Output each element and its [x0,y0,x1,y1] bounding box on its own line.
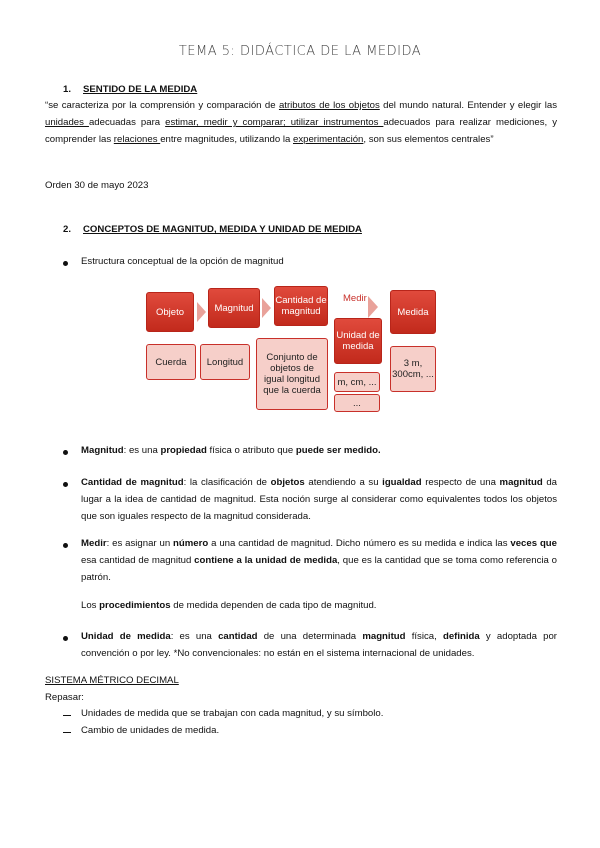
smd-item-2: Cambio de unidades de medida. [81,725,220,736]
box-cantidad-de-magnitud: Cantidad de magnitud [274,286,328,326]
arrow-icon [368,296,378,318]
bold-text: objetos [270,477,305,488]
text: : es una [123,445,161,456]
section-1-title: SENTIDO DE LA MEDIDA [83,84,198,95]
bold-text: propiedad [160,445,207,456]
quote-underline-unidades: unidades [45,117,89,128]
text: de una determinada [257,631,363,642]
arrow-icon [262,298,271,318]
magnitud-diagram [140,284,440,414]
quote-text: del mundo natural. Entender y elegir las [379,100,557,111]
procedimientos-text [81,597,557,614]
bold-text: magnitud [362,631,406,642]
text: física, [405,631,443,642]
bold-text: veces que [510,538,558,549]
smd-item-1: Unidades de medida que se trabajan con cada magnitud, y su símbolo. [81,708,384,719]
box-unidad-de-medida: Unidad de medida [334,318,382,364]
box-longitud: Longitud [200,344,250,380]
bullet-magnitud [81,442,557,459]
box-m-cm: m, cm, ... [334,372,380,392]
section-1-number: 1. [63,84,72,95]
medir-label: Medir [343,293,367,304]
section-2-number: 2. [63,224,72,235]
bullet-medir [81,535,557,586]
term-medir: Medir [81,538,107,549]
bullet-cantidad-de-magnitud [81,474,557,525]
bold-text: igualdad [382,477,422,488]
quote-text: “se caracteriza por la comprensión y comparación de [45,100,279,111]
bullet-dot [63,543,68,548]
quote-text: adecuados para realizar mediciones, y comprender las [45,117,557,145]
bold-text: cantidad [218,631,258,642]
dash-bullet [63,715,71,716]
box-conjunto-de-objetos: Conjunto de objetos de igual longitud que la cuerda [256,338,328,410]
text: a una cantidad de magnitud. Dicho número es su medida e indica las [208,538,511,549]
bold-text: número [173,538,209,549]
box-cuerda: Cuerda [146,344,196,380]
box-dots: ... [334,394,380,412]
text: da lugar a la idea de cantidad de magnitud. Esta noción surge al considerar como equivalentes todos los objetos que son iguales respecto de la magnitud considerada. [81,477,558,522]
text: respecto de una [421,477,500,488]
arrow-icon [197,302,206,322]
quote-text: , son sus elementos centrales” [363,134,494,145]
section-1-quote [45,97,557,148]
quote-underline-atributos: atributos de los objetos [278,100,380,111]
section-2-title: CONCEPTOS DE MAGNITUD, MEDIDA Y UNIDAD DE MEDIDA [83,224,362,235]
term-magnitud: Magnitud [81,445,124,456]
text: : es asignar un [106,538,174,549]
repasar-label: Repasar: [45,692,84,703]
text: Los [81,600,100,611]
bullet-dot [63,482,68,487]
box-medida: Medida [390,290,436,334]
orden-date: Orden 30 de mayo 2023 [45,180,149,191]
text: física o atributo que [206,445,296,456]
dash-bullet [63,732,71,733]
box-magnitud: Magnitud [208,288,260,328]
bold-text: contiene a la unidad de medida [194,555,338,566]
bold-text: procedimientos [99,600,171,611]
box-objeto: Objeto [146,292,194,332]
estructura-text: Estructura conceptual de la opción de magnitud [81,256,284,267]
section-1-heading [63,84,197,95]
quote-text: entre magnitudes, utilizando la [160,134,293,145]
bullet-dot [63,450,68,455]
bold-text: puede ser medido. [295,445,381,456]
bullet-dot [63,261,68,266]
page-title: TEMA 5: DIDÁCTICA DE LA MEDIDA [178,44,422,59]
text: y adoptada por convención o por ley. *No convencionales: no están en el sistema internacional de unidades. [81,631,557,659]
quote-underline-estimar: estimar, medir y comparar; utilizar instrumentos [165,117,384,128]
text: de medida dependen de cada tipo de magnitud. [170,600,377,611]
box-ejemplo-medida: 3 m, 300cm, ... [390,346,436,392]
smd-heading: SISTEMA MÉTRICO DECIMAL [45,675,179,686]
term-cantidad: Cantidad de magnitud [81,477,184,488]
text: : es una [170,631,219,642]
quote-underline-experimentacion: experimentación [293,134,364,145]
text: , que es la cantidad que se toma como referencia o patrón. [81,555,557,583]
bold-text: definida [442,631,480,642]
section-2-heading [63,224,362,235]
quote-underline-relaciones: relaciones [113,134,161,145]
bullet-unidad-de-medida [81,628,557,662]
bold-text: magnitud [499,477,543,488]
text: : la clasificación de [183,477,271,488]
bullet-dot [63,636,68,641]
term-unidad: Unidad de medida [81,631,171,642]
text: esa cantidad de magnitud [81,555,195,566]
text: atendiendo a su [304,477,383,488]
quote-text: adecuadas para [88,117,166,128]
